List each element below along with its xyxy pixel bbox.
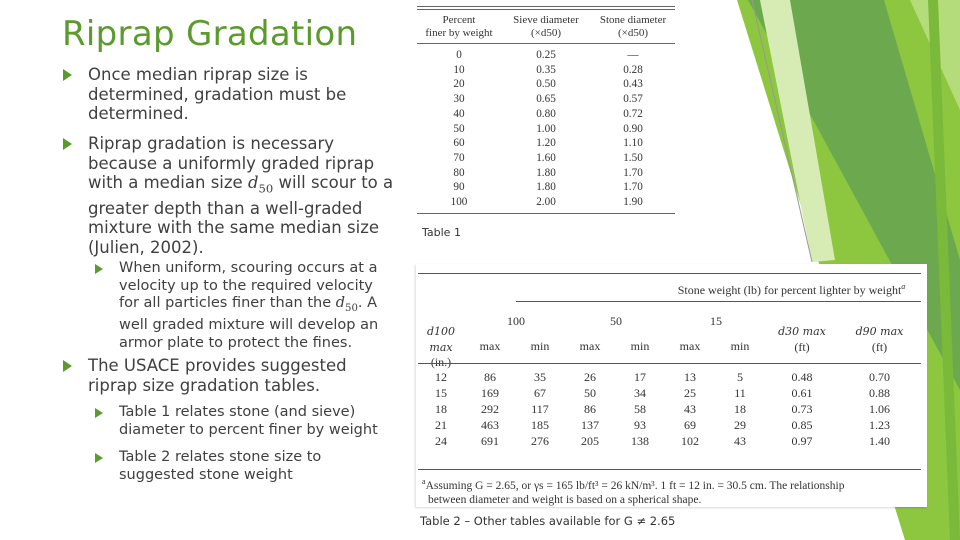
table-cell: 0.35 xyxy=(536,63,556,76)
table-row xyxy=(417,195,675,210)
table-cell: 691 xyxy=(481,434,499,448)
table-row xyxy=(417,77,675,92)
bullet-3-text: When uniform, scouring occurs at a velocity up to the required velocity for all particles finer than the $d_{50}$. A well graded mixture will develop an armor plate to protect the fines. xyxy=(119,260,379,351)
table-cell: 0.65 xyxy=(536,93,556,106)
table-cell: 18 xyxy=(435,402,447,416)
table-cell: 1.80 xyxy=(536,181,556,194)
table-cell: 17 xyxy=(634,370,646,384)
bullet-1-text: Once median riprap size is determined, gradation must be determined. xyxy=(88,65,347,123)
table-cell: 1.70 xyxy=(623,181,643,194)
table-cell: 10 xyxy=(453,63,465,76)
table-cell: 90 xyxy=(453,181,465,194)
bullet-icon xyxy=(63,138,72,150)
table-cell: 67 xyxy=(534,386,546,400)
table-cell: 35 xyxy=(534,370,546,384)
table-cell: 21 xyxy=(435,418,447,432)
table-1-body xyxy=(417,44,675,213)
table-cell: 1.23 xyxy=(869,418,890,432)
table-rule xyxy=(516,301,921,302)
table-cell: 1.50 xyxy=(623,151,643,164)
table-cell: 0.48 xyxy=(791,370,813,384)
table-cell: 0 xyxy=(456,49,462,61)
table-cell: 58 xyxy=(634,402,646,416)
table-cell: 0.43 xyxy=(623,78,643,91)
sub-bullet-icon xyxy=(95,453,103,463)
table-cell: 40 xyxy=(453,107,465,120)
table-cell: 0.25 xyxy=(536,49,556,61)
table-2-column-header: d100 max (in.) max min max min max min d30 max (ft) d90 max (ft) xyxy=(426,325,904,369)
table-cell: 169 xyxy=(481,386,499,400)
table-cell: 86 xyxy=(584,402,596,416)
table-cell: 0.61 xyxy=(791,386,813,400)
table-2-main-header: Stone weight (lb) for percent lighter by weight$^a$ xyxy=(677,282,906,297)
table-cell: 1.70 xyxy=(623,166,643,179)
d50-symbol: $d_{50}$ xyxy=(335,295,358,314)
table-row xyxy=(417,136,675,151)
table-cell: 185 xyxy=(531,418,549,432)
table-cell: 86 xyxy=(484,370,496,384)
table-cell: 0.73 xyxy=(791,402,813,416)
table-row xyxy=(416,418,921,434)
table-cell: 5 xyxy=(737,370,743,384)
table-cell: 15 xyxy=(435,386,447,400)
table-cell: 1.10 xyxy=(623,137,643,150)
table-cell: 80 xyxy=(453,166,465,179)
table-2-footnote: $^a$Assuming G = 2.65, or γs = 165 lb/ft³ = 26 kN/m³. 1 ft = 12 in. = 30.5 cm. The relationship between diameter and weight is based on a spherical shape. xyxy=(422,477,845,506)
table-row xyxy=(417,48,675,63)
table-cell: 276 xyxy=(531,434,549,448)
table-cell: 102 xyxy=(681,434,699,448)
table-cell: 30 xyxy=(453,93,465,106)
table-cell: 25 xyxy=(684,386,696,400)
table-rule xyxy=(418,273,921,274)
table-cell: 70 xyxy=(453,151,465,164)
table-cell: 463 xyxy=(481,418,499,432)
table-cell: 0.85 xyxy=(791,418,813,432)
table-cell: 24 xyxy=(435,434,447,448)
table-cell: 12 xyxy=(435,370,447,384)
table-cell: 0.50 xyxy=(536,78,556,91)
bullet-6-text: Table 2 relates stone size to suggested stone weight xyxy=(119,449,322,483)
table-cell: 69 xyxy=(684,418,696,432)
table-cell: 0.57 xyxy=(623,93,643,106)
table-rule xyxy=(418,363,921,364)
table-cell: 137 xyxy=(581,418,599,432)
table-cell: 34 xyxy=(634,386,646,400)
table-cell: 0.28 xyxy=(623,63,643,76)
table-cell: 43 xyxy=(734,434,746,448)
d50-symbol: $d_{50}$ xyxy=(247,173,274,196)
table-cell: 292 xyxy=(481,402,499,416)
table-cell: 26 xyxy=(584,370,596,384)
table-row xyxy=(417,151,675,166)
slide-title: Riprap Gradation xyxy=(62,14,358,54)
table-row xyxy=(416,434,921,450)
bullet-icon xyxy=(63,360,72,372)
table-cell: 0.88 xyxy=(869,386,890,400)
table-1 xyxy=(417,6,675,214)
table-cell: 2.00 xyxy=(536,196,556,209)
table-2-group-header: 100 50 15 xyxy=(507,314,722,328)
table-1-header: Percent finer by weight Sieve diameter (×d50) Stone diameter (×d50) xyxy=(425,14,667,39)
table-cell: 0.70 xyxy=(869,370,890,384)
table-cell: 1.60 xyxy=(536,151,556,164)
table-cell: 1.20 xyxy=(536,137,556,150)
table-cell: 0.97 xyxy=(791,434,813,448)
table-cell: 1.06 xyxy=(869,402,890,416)
table-rule xyxy=(418,469,921,470)
table-cell: 20 xyxy=(453,78,465,91)
table-1-caption: Table 1 xyxy=(422,226,461,239)
table-row xyxy=(417,107,675,122)
table-cell: 1.80 xyxy=(536,166,556,179)
table-cell: 1.00 xyxy=(536,122,556,135)
table-row xyxy=(417,122,675,137)
table-cell: 138 xyxy=(631,434,649,448)
table-cell: 100 xyxy=(450,196,468,209)
table-cell: 13 xyxy=(684,370,696,384)
table-cell: 0.90 xyxy=(623,122,643,135)
table-row xyxy=(416,386,921,402)
table-cell: 50 xyxy=(584,386,596,400)
table-cell: 0.80 xyxy=(536,107,556,120)
table-cell: — xyxy=(627,49,639,61)
table-cell: 60 xyxy=(453,137,465,150)
table-cell: 0.72 xyxy=(623,107,643,120)
table-cell: 18 xyxy=(734,402,746,416)
table-row xyxy=(417,63,675,78)
bullet-4-text: The USACE provides suggested riprap size gradation tables. xyxy=(88,356,347,395)
table-cell: 117 xyxy=(531,402,549,416)
table-cell: 1.40 xyxy=(869,434,890,448)
table-cell: 11 xyxy=(734,386,746,400)
table-2 xyxy=(416,264,927,507)
bullet-icon xyxy=(63,69,72,81)
table-cell: 205 xyxy=(581,434,599,448)
table-cell: 43 xyxy=(684,402,696,416)
bullet-5-text: Table 1 relates stone (and sieve) diameter to percent finer by weight xyxy=(119,404,378,438)
table-rule xyxy=(417,213,675,214)
bullet-2-text: Riprap gradation is necessary because a uniformly graded riprap with a median size $d_{50}$ will scour to a greater depth than a well-graded mixture with the same median size (Julien, 2002). xyxy=(88,134,394,257)
table-cell: 29 xyxy=(734,418,746,432)
table-row xyxy=(417,180,675,195)
table-2-caption: Table 2 – Other tables available for G ≠ 2.65 xyxy=(420,514,676,528)
table-row xyxy=(417,92,675,107)
sub-bullet-icon xyxy=(95,264,103,274)
table-cell: 93 xyxy=(634,418,646,432)
table-cell: 1.90 xyxy=(623,196,643,209)
table-row xyxy=(417,166,675,181)
table-row xyxy=(416,402,921,418)
table-cell: 50 xyxy=(453,122,465,135)
sub-bullet-icon xyxy=(95,408,103,418)
table-row xyxy=(416,370,921,386)
